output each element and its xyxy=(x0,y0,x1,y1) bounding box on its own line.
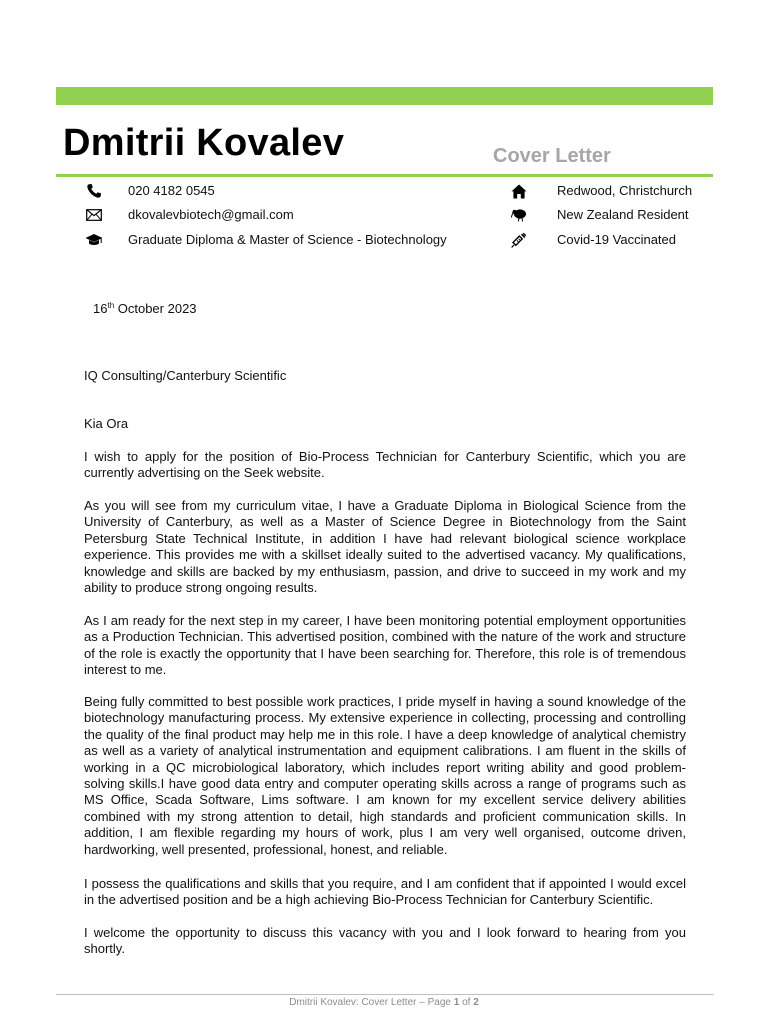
home-icon xyxy=(509,183,529,199)
contact-email xyxy=(84,207,294,223)
phone-number: 020 4182 0545 xyxy=(128,183,215,198)
paragraph-experience: Being fully committed to best possible work practices, I pride myself in having a sound knowledge of the biotechnology manufacturing process. My extensive experience in collecting, processing and controlling the quality of the final product may help me in this role. I have a deep knowledge of analytical chemistry as well as a variety of analytical instrumentation and equipment calibrations. I am fluent in the skills of working in a QC microbiological laboratory, which includes report writing ability and good problem-solving skills.I have good data entry and computer operating skills across a range of programs such as MS Office, Scada Software, Lims software. I am known for my excellent service delivery abilities combined with my strong attention to detail, high standards and proficient communication skills. In addition, I am flexible regarding my hours of work, plus I am very well organised, outcome driven, hardworking, well presented, professional, honest, and reliable. xyxy=(84,694,686,857)
footer-page-total: 2 xyxy=(473,997,479,1008)
paragraph-qualifications: As you will see from my curriculum vitae, I have a Graduate Diploma in Biological Science from the University of Canterbury, as well as a Master of Science Degree in Biotechnology from the Saint Petersburg State Technical Institute, in addition I have had relevant biological science workplace experience. This provides me with a skillset ideally suited to the advertised vacancy. My qualifications, knowledge and skills are backed by my enthusiasm, passion, and drive to succeed in my work and my ability to produce strong ongoing results. xyxy=(84,498,686,596)
syringe-icon xyxy=(509,232,529,248)
header-divider xyxy=(56,174,713,177)
kiwi-bird-icon xyxy=(509,207,529,223)
date-suffix: th xyxy=(107,301,115,310)
recipient: IQ Consulting/Canterbury Scientific xyxy=(84,368,287,383)
paragraph-closing: I possess the qualifications and skills that you require, and I am confident that if appointed I would excel in the advertised position and be a high achieving Bio-Process Technician for Canterbury Scientific. xyxy=(84,876,686,908)
header-accent-bar xyxy=(56,87,713,105)
contact-phone xyxy=(84,183,215,199)
phone-icon xyxy=(84,183,104,199)
footer-divider xyxy=(56,994,714,995)
letter-date xyxy=(93,301,197,316)
footer-page-number: 1 xyxy=(453,997,460,1008)
paragraph-motivation: As I am ready for the next step in my career, I have been monitoring potential employment opportunities as a Production Technician. This advertised position, combined with the nature of the work and structure of the role is exactly the opportunity that I have been searching for. Therefore, this role is of tremendous interest to me. xyxy=(84,613,686,678)
graduation-cap-icon xyxy=(84,232,104,248)
contact-vaccination xyxy=(509,232,676,248)
vaccination-text: Covid-19 Vaccinated xyxy=(557,232,676,247)
contact-location xyxy=(509,183,692,199)
contact-residency xyxy=(509,207,689,223)
education-summary: Graduate Diploma & Master of Science - Biotechnology xyxy=(128,232,447,247)
contact-education xyxy=(84,232,447,248)
email-address: dkovalevbiotech@gmail.com xyxy=(128,207,294,222)
residency-text: New Zealand Resident xyxy=(557,207,689,222)
date-month-year: October 2023 xyxy=(114,301,197,316)
date-day: 16 xyxy=(93,301,108,316)
paragraph-signoff: I welcome the opportunity to discuss this vacancy with you and I look forward to hearing from you shortly. xyxy=(84,925,686,957)
envelope-icon xyxy=(84,207,104,223)
page-footer xyxy=(0,997,768,1008)
applicant-name: Dmitrii Kovalev xyxy=(63,122,345,164)
salutation: Kia Ora xyxy=(84,416,129,431)
location-text: Redwood, Christchurch xyxy=(557,183,693,198)
document-type-label: Cover Letter xyxy=(493,145,611,167)
footer-of: of xyxy=(459,997,474,1008)
footer-prefix: Dmitrii Kovalev: Cover Letter – Page xyxy=(289,997,454,1008)
paragraph-intro: I wish to apply for the position of Bio-Process Technician for Canterbury Scientific, which you are currently advertising on the Seek website. xyxy=(84,449,686,481)
